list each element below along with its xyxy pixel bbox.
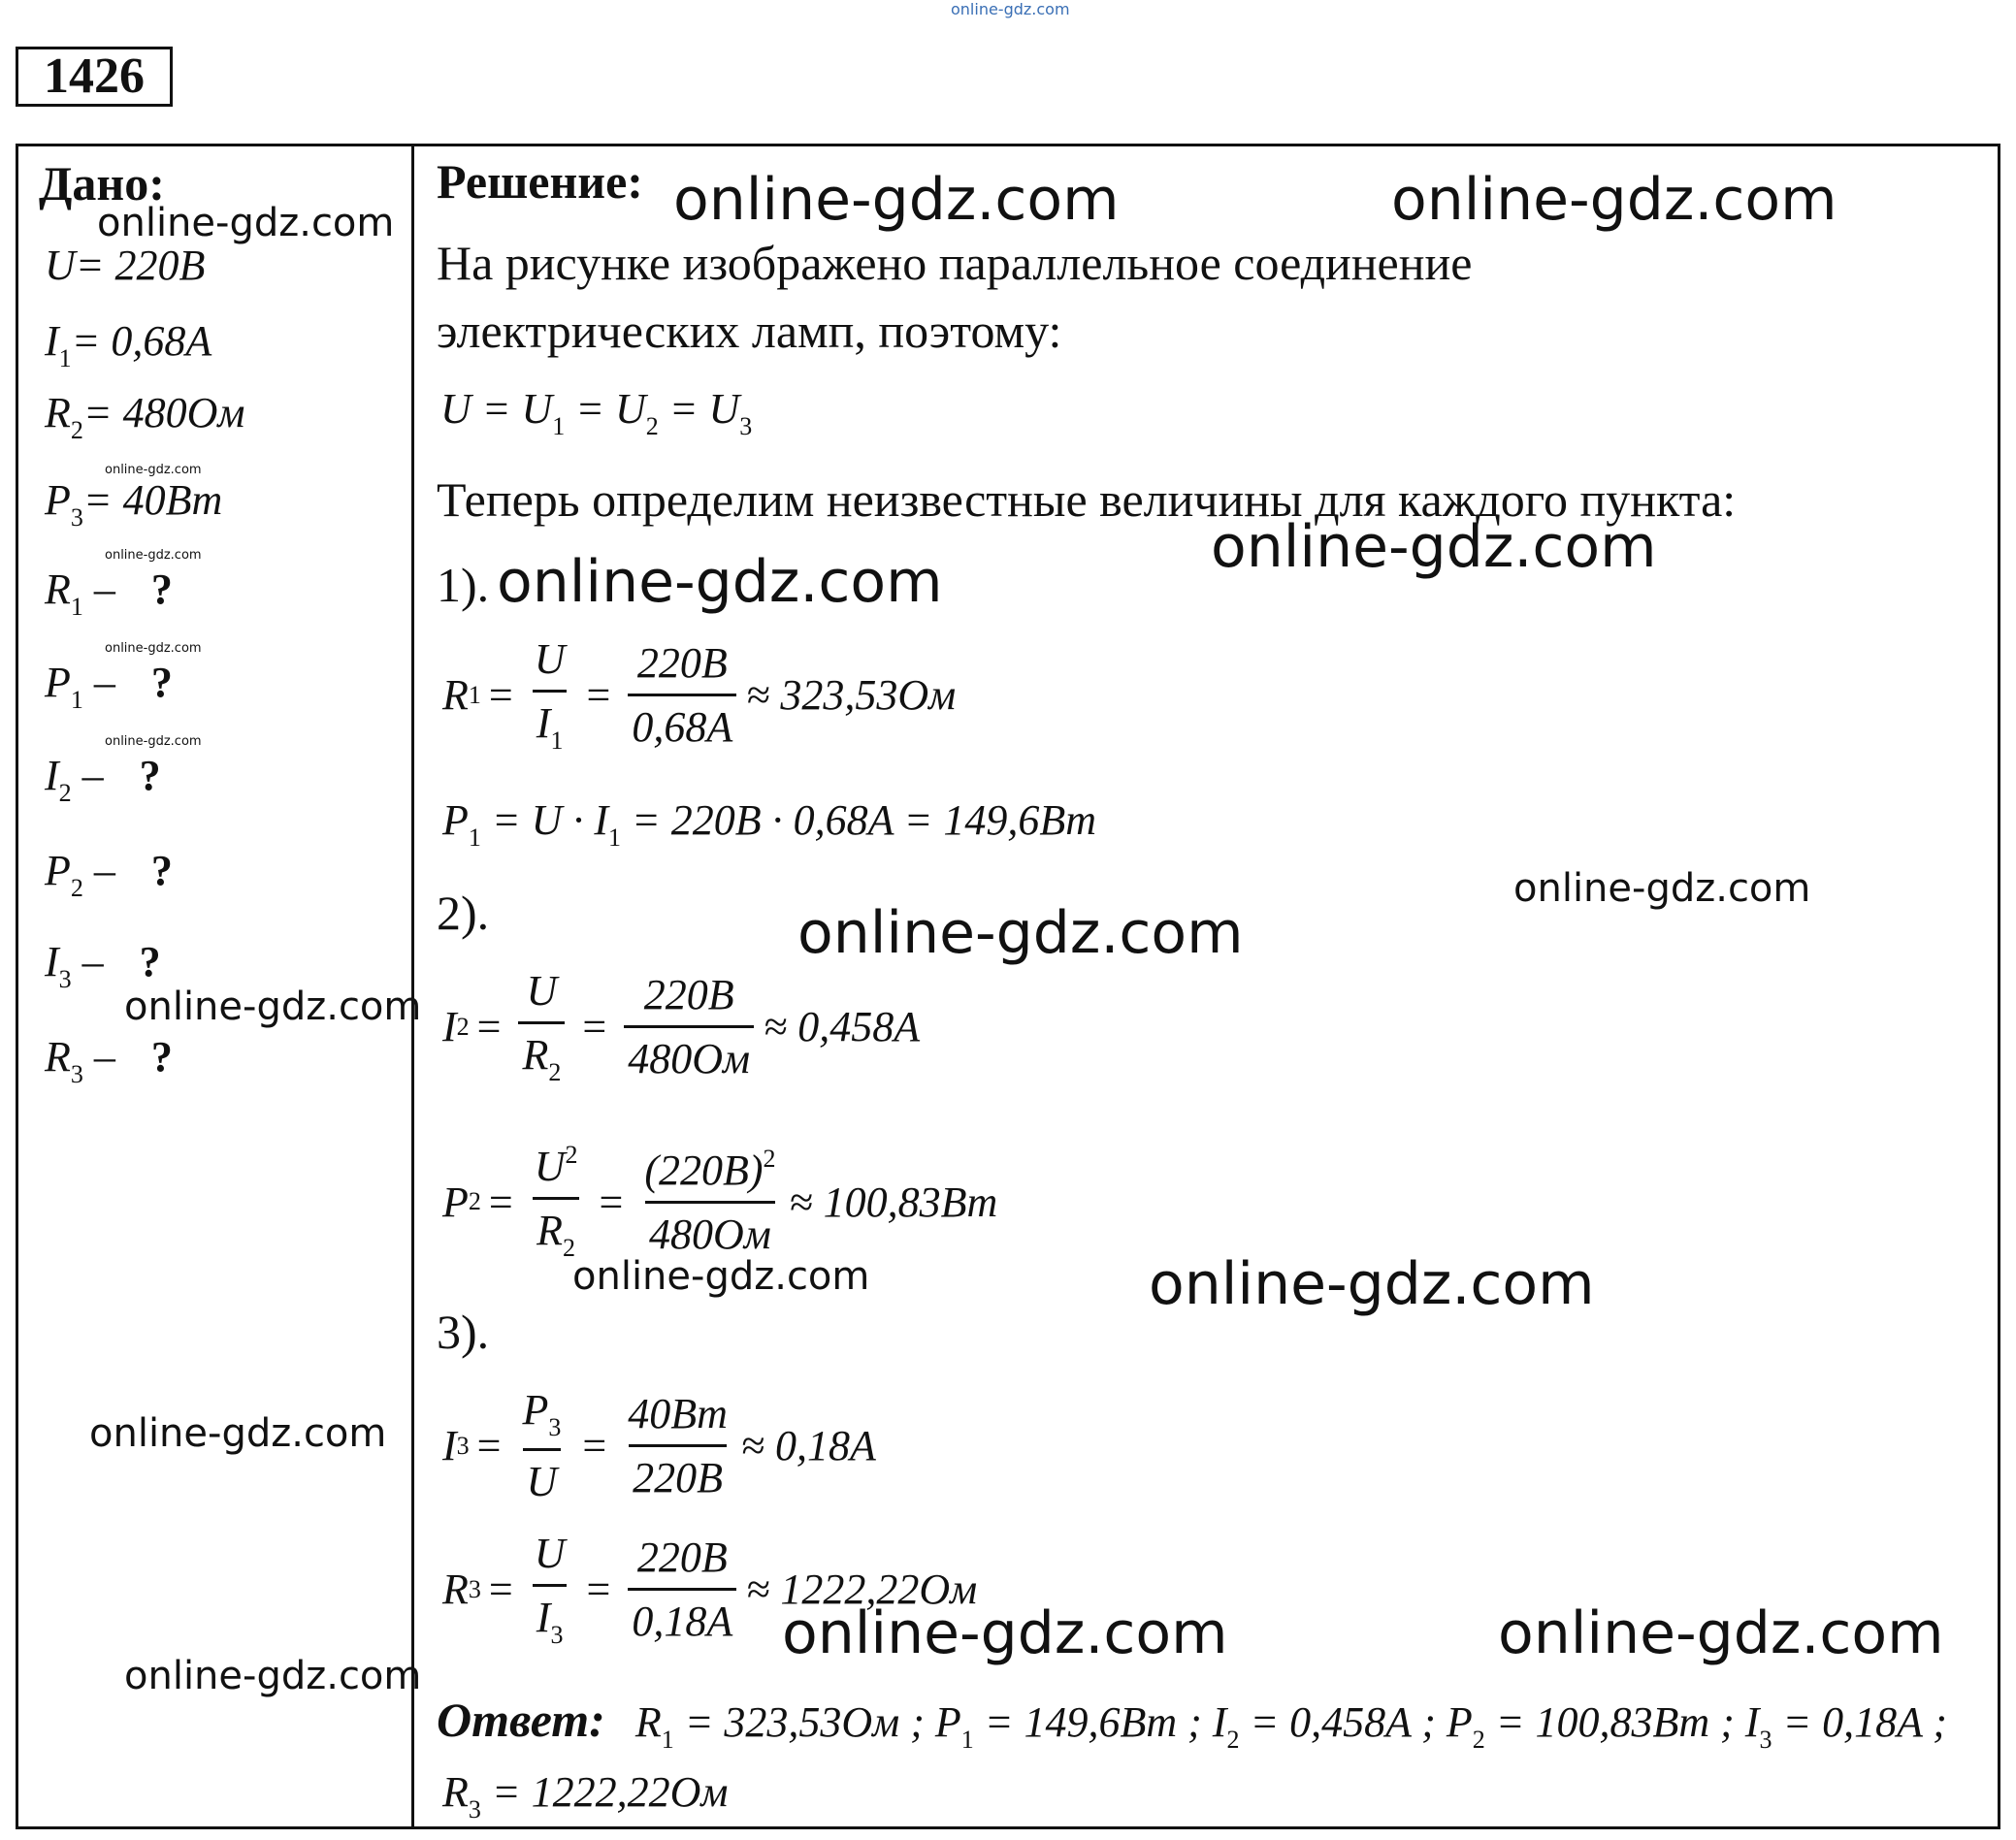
unknown-p1: $P_1$ – ? — [45, 659, 173, 714]
watermark: online-gdz.com — [97, 201, 395, 245]
watermark: online-gdz.com — [797, 899, 1244, 967]
watermark: online-gdz.com — [105, 641, 202, 656]
given-r2: $R_2= 480Ом$ — [45, 389, 245, 444]
answer-line-2: $R_3 = 1222,22Ом$ — [442, 1768, 729, 1824]
watermark: online-gdz.com — [105, 463, 202, 477]
watermark: online-gdz.com — [1513, 866, 1811, 911]
formula-i3: I 3 = $\frac{P_3}{U}$ = $\frac{40Bm}{220B}$ ≈ 0,18A — [442, 1386, 876, 1505]
intro-line-2: электрических ламп, поэтому: — [437, 304, 1062, 358]
watermark: online-gdz.com — [497, 548, 943, 616]
next-line: Теперь определим неизвестные величины для каждого пункта: — [437, 472, 1737, 527]
problem-number: 1426 — [16, 47, 173, 107]
watermark: online-gdz.com — [572, 1254, 870, 1299]
given-u: U= 220B — [45, 242, 206, 289]
watermark: online-gdz.com — [89, 1411, 387, 1456]
formula-i2: I 2 = $\frac{U}{R_2}$ = 220B 480Ом ≈ 0,458A — [442, 967, 921, 1086]
unknown-i3: $I_3$ – ? — [45, 938, 161, 993]
given-heading: Дано: — [39, 156, 165, 210]
unknown-r3: $R_3$ – ? — [45, 1033, 173, 1088]
part-3-label: 3). — [437, 1305, 490, 1359]
part-1-label: 1). — [437, 558, 490, 612]
intro-line-1: На рисунке изображено параллельное соединение — [437, 236, 1473, 290]
unknown-i2: $I_2$ – ? — [45, 752, 161, 807]
watermark: online-gdz.com — [124, 985, 422, 1029]
answer-line-1: Ответ: $R_1 = 323,53Ом$ ; $P_1 = 149,6Bm$ ; $I_2 = 0,458A$ ; $P_2 = 100,83Bm$ ; $I_3 = 0,18A$ ; — [437, 1693, 1947, 1754]
given-i1: $I_1= 0,68A$ — [45, 317, 212, 372]
answer-label: Ответ: — [437, 1693, 605, 1747]
watermark-top: online-gdz.com — [951, 0, 1070, 18]
formula-r1: R 1 = $\frac{U}{I_1}$ = $\frac{220B}{0,68A}$ ≈ 323,53Ом — [442, 635, 957, 755]
unknown-r1: $R_1$ – ? — [45, 565, 173, 621]
watermark: online-gdz.com — [105, 548, 202, 563]
given-p3: $P_3= 40Bm$ — [45, 476, 223, 532]
watermark: online-gdz.com — [1149, 1250, 1595, 1318]
watermark: online-gdz.com — [1498, 1599, 1944, 1667]
watermark: online-gdz.com — [673, 166, 1120, 234]
watermark: online-gdz.com — [1211, 513, 1657, 581]
unknown-p2: $P_2$ – ? — [45, 847, 173, 902]
formula-p2: P 2 = $\frac{U^2}{R_2}$ = $(220B)^2$ 480Ом ≈ 100,83Bm — [442, 1141, 998, 1262]
voltage-equality: $U = U_1 = U_2 = U_3$ — [440, 385, 753, 440]
watermark: online-gdz.com — [105, 734, 202, 749]
part-2-label: 2). — [437, 886, 490, 940]
solution-heading: Решение: — [437, 154, 643, 209]
watermark: online-gdz.com — [1391, 166, 1837, 234]
formula-r3: R 3 = $\frac{U}{I_3}$ = $\frac{220B}{0,18A}$ ≈ 1222,22Ом — [442, 1530, 978, 1649]
watermark: online-gdz.com — [124, 1654, 422, 1698]
watermark: online-gdz.com — [782, 1599, 1228, 1667]
formula-p1: $P_1 = U \cdot I_1 = 220B \cdot 0,68A = 149,6Bm$ — [442, 796, 1097, 852]
